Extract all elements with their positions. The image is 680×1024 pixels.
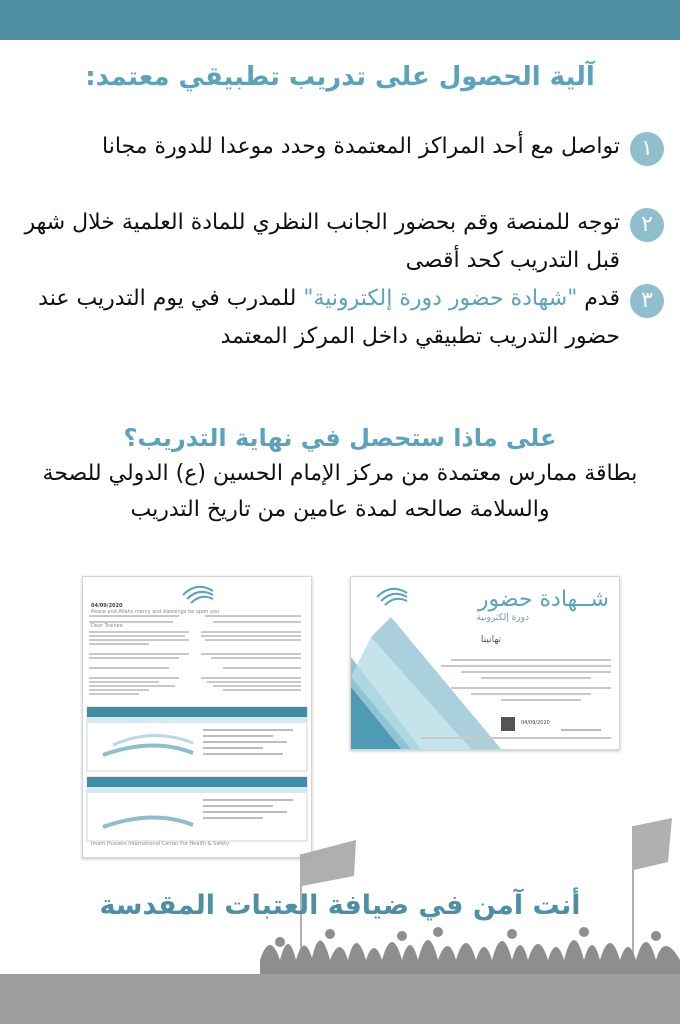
step-text [18,280,620,356]
certificate-date: 04/09/2020 [521,720,550,726]
step-number-badge: ٣ [630,284,664,318]
step-text: تواصل مع أحد المراكز المعتمدة وحدد موعدا للدورة مجانا [102,134,620,159]
step-2 [18,204,664,280]
letter-date: 04/09/2020 [91,603,123,609]
letter-greeting: Peace and Allahs mercy and blessings be upon you [91,609,220,615]
certificate-subheading: دورة إلكترونية [476,613,529,623]
header-bar [0,0,680,40]
logo-icon [377,589,407,605]
certificate-congrats: تهانينا [480,635,501,645]
certificate-image [350,576,620,750]
qr-code-icon [501,717,515,731]
card-center-name: Imam Hussein International Center For Health & Safety [91,841,230,847]
question-title: على ماذا ستحصل في نهاية التدريب؟ [123,424,557,452]
step-1 [18,128,664,166]
logo-icon [183,587,213,603]
question-answer: بطاقة ممارس معتمدة من مركز الإمام الحسين (ع) الدولي للصحة والسلامة صالحه لمدة عامين من تاريخ التدريب [42,461,638,522]
step-text-before: قدم [577,286,620,311]
step-text: توجه للمنصة وقم بحضور الجانب النظري للمادة العلمية خلال شهر قبل التدريب كحد أقصى [24,210,620,273]
letter-dear: Dear Trainee [91,623,123,629]
step-text-after: للمدرب في يوم التدريب عند حضور التدريب تطبيقي داخل المركز المعتمد [38,286,620,349]
practitioner-card-front [87,707,307,771]
certificate-heading: شــهادة حضور [477,587,609,612]
certificate-name-highlight: "شهادة حضور دورة إلكترونية" [303,286,578,311]
step-number-badge: ٢ [630,208,664,242]
slogan: أنت آمن في ضيافة العتبات المقدسة [99,890,581,921]
step-3 [18,280,664,356]
footer-bar [0,974,680,1024]
step-number-badge: ١ [630,132,664,166]
page-title: آلية الحصول على تدريب تطبيقي معتمد: [85,62,595,92]
